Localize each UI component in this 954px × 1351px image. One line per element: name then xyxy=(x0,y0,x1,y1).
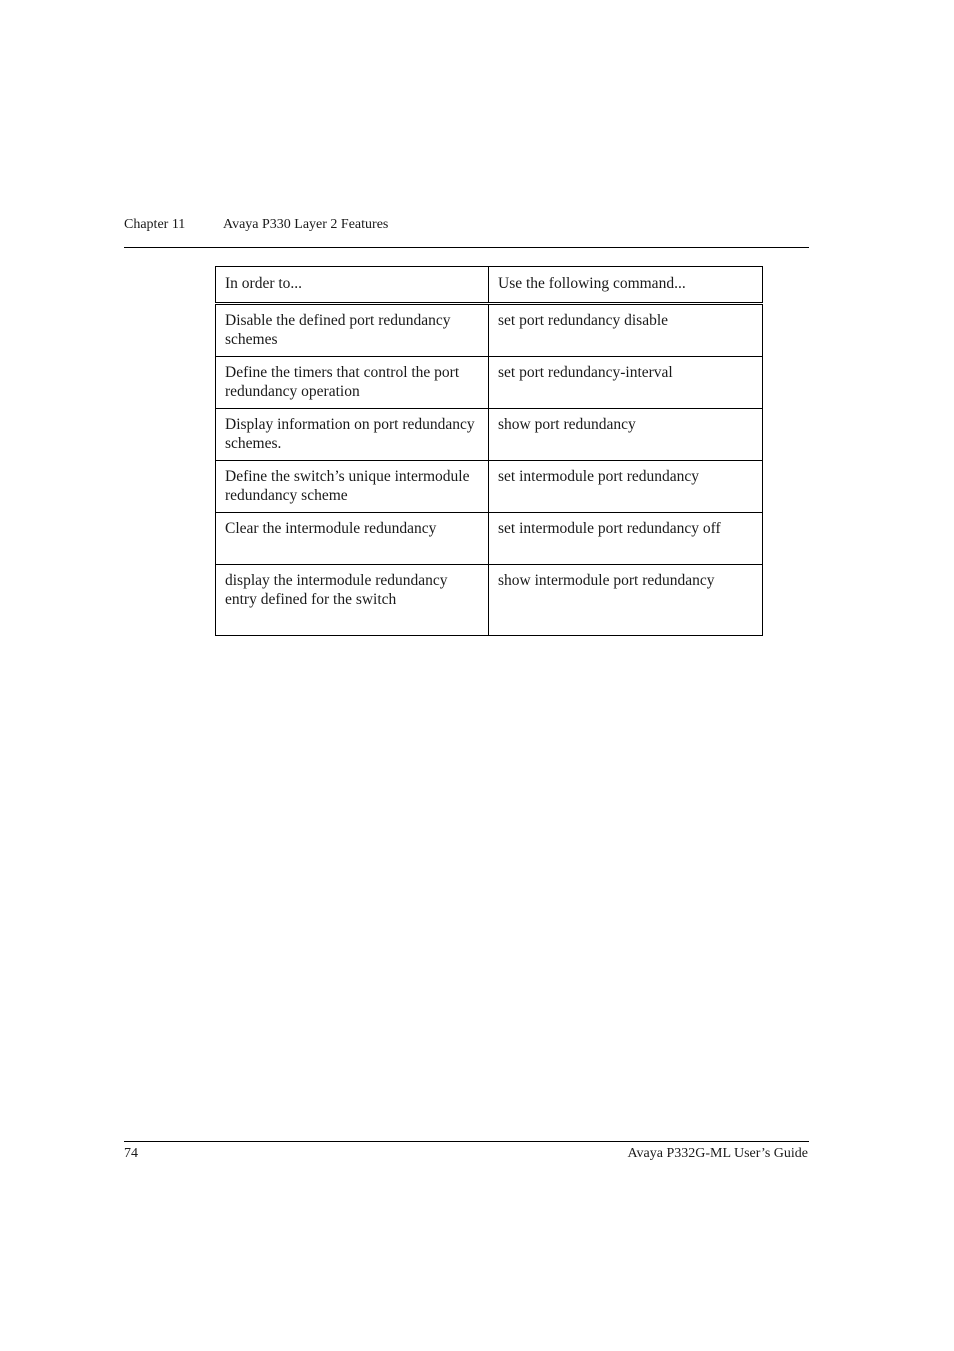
table-row xyxy=(216,565,763,636)
task-cell: display the intermodule redundancy entry defined for the switch xyxy=(216,565,489,636)
table-row xyxy=(216,461,763,513)
command-table xyxy=(215,266,763,636)
table-row xyxy=(216,409,763,461)
column-header-task: In order to... xyxy=(216,267,489,304)
task-cell: Disable the defined port redundancy schemes xyxy=(216,304,489,357)
command-cell: set intermodule port redundancy off xyxy=(489,513,763,565)
footer-rule xyxy=(124,1141,809,1142)
command-cell: show port redundancy xyxy=(489,409,763,461)
command-cell: set port redundancy-interval xyxy=(489,357,763,409)
task-cell: Clear the intermodule redundancy xyxy=(216,513,489,565)
section-title: Avaya P330 Layer 2 Features xyxy=(223,217,389,232)
task-cell: Define the timers that control the port redundancy operation xyxy=(216,357,489,409)
table-row xyxy=(216,304,763,357)
command-cell: show intermodule port redundancy xyxy=(489,565,763,636)
table-header-row xyxy=(216,267,763,304)
page-number: 74 xyxy=(124,1146,138,1161)
table-row xyxy=(216,513,763,565)
task-cell: Define the switch’s unique intermodule redundancy scheme xyxy=(216,461,489,513)
table-row xyxy=(216,357,763,409)
command-cell: set port redundancy disable xyxy=(489,304,763,357)
task-cell: Display information on port redundancy schemes. xyxy=(216,409,489,461)
guide-title: Avaya P332G-ML User’s Guide xyxy=(627,1146,808,1161)
column-header-command: Use the following command... xyxy=(489,267,763,304)
header-rule xyxy=(124,247,809,248)
chapter-label: Chapter 11 xyxy=(124,217,186,232)
command-cell: set intermodule port redundancy xyxy=(489,461,763,513)
